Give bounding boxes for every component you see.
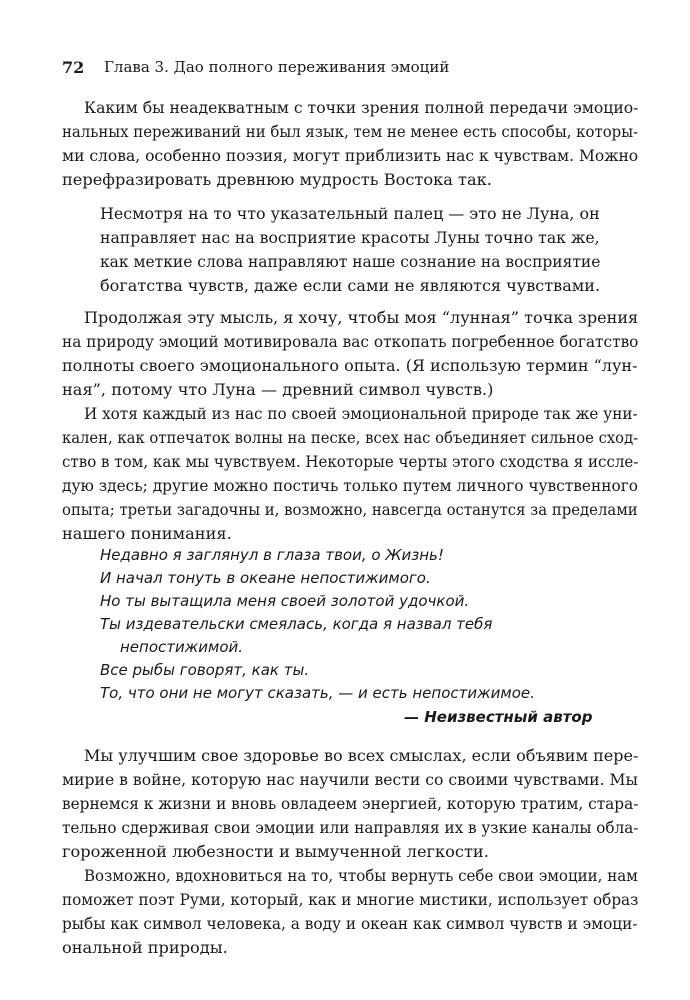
text-line: мирие в войне, которую нас научили вести со своими чувствами. Мы [62, 770, 638, 789]
text-line: Мы улучшим свое здоровье во всех смыслах, если объявим пере- [84, 746, 639, 765]
text-line: гороженной любезности и вымученной легкости. [62, 842, 489, 861]
poem-line: Недавно я заглянул в глаза твои, о Жизнь! [100, 546, 444, 564]
text-line: Возможно, вдохновиться на то, чтобы вернуть себе свои эмоции, нам [84, 866, 638, 885]
text-line: опыта; третьи загадочны и, возможно, навсегда останутся за пределами [62, 500, 638, 519]
text-line: ная”, потому что Луна — древний символ чувств.) [62, 380, 494, 399]
poem-attribution: — Неизвестный автор [404, 708, 593, 726]
text-line: полноты своего эмоционального опыта. (Я использую термин “лун- [62, 356, 638, 375]
quote-line: направляет нас на восприятие красоты Луны точно так же, [100, 228, 600, 247]
chapter-title: Глава 3. Дао полного переживания эмоций [104, 58, 450, 76]
quote-line: как меткие слова направляют наше сознание на восприятие [100, 252, 601, 271]
page-number: 72 [62, 58, 85, 77]
page-header [62, 58, 642, 82]
poem-line: То, что они не могут сказать, — и есть непостижимое. [100, 684, 535, 702]
text-line: перефразировать древнюю мудрость Востока так. [62, 170, 492, 189]
text-line: Продолжая эту мысль, я хочу, чтобы моя “лунная” точка зрения [84, 308, 639, 327]
quote-line: Несмотря на то что указательный палец — это не Луна, он [100, 204, 600, 223]
poem-line: Но ты вытащила меня своей золотой удочкой. [100, 592, 470, 610]
text-line: ональной природы. [62, 938, 228, 957]
text-line: ми слова, особенно поэзия, могут приблизить нас к чувствам. Можно [62, 146, 639, 165]
text-line: нашего понимания. [62, 524, 232, 543]
text-line: нальных переживаний ни был язык, тем не менее есть способы, которы- [62, 122, 639, 141]
poem-line: непостижимой. [120, 638, 244, 656]
text-line: И хотя каждый из нас по своей эмоциональной природе так же уни- [84, 404, 638, 423]
quote-line: богатства чувств, даже если сами не являются чувствами. [100, 276, 601, 295]
poem-line: Ты издевательски смеялась, когда я назвал тебя [100, 615, 493, 633]
poem-line: И начал тонуть в океане непостижимого. [100, 569, 431, 587]
text-line: вернемся к жизни и вновь овладеем энергией, которую тратим, старa- [62, 794, 639, 813]
text-line: Каким бы неадекватным с точки зрения полной передачи эмоцио- [84, 98, 639, 117]
text-line: дую здесь; другие можно постичь только путем личного чувственного [62, 476, 639, 495]
text-line: тельно сдерживая свои эмоции или направляя их в узкие каналы обла- [62, 818, 639, 837]
text-line: рыбы как символ человека, а воду и океан как символ чувств и эмоци- [62, 914, 638, 933]
poem-line: Все рыбы говорят, как ты. [100, 661, 310, 679]
text-line: на природу эмоций мотивировала вас откопать погребенное богатство [62, 332, 639, 351]
text-line: ство в том, как мы чувствуем. Некоторые черты этого сходства я иссле- [62, 452, 639, 471]
text-line: кален, как отпечаток волны на песке, всех нас объединяет сильное сход- [62, 428, 639, 447]
text-line: поможет поэт Руми, который, как и многие мистики, использует образ [62, 890, 639, 909]
